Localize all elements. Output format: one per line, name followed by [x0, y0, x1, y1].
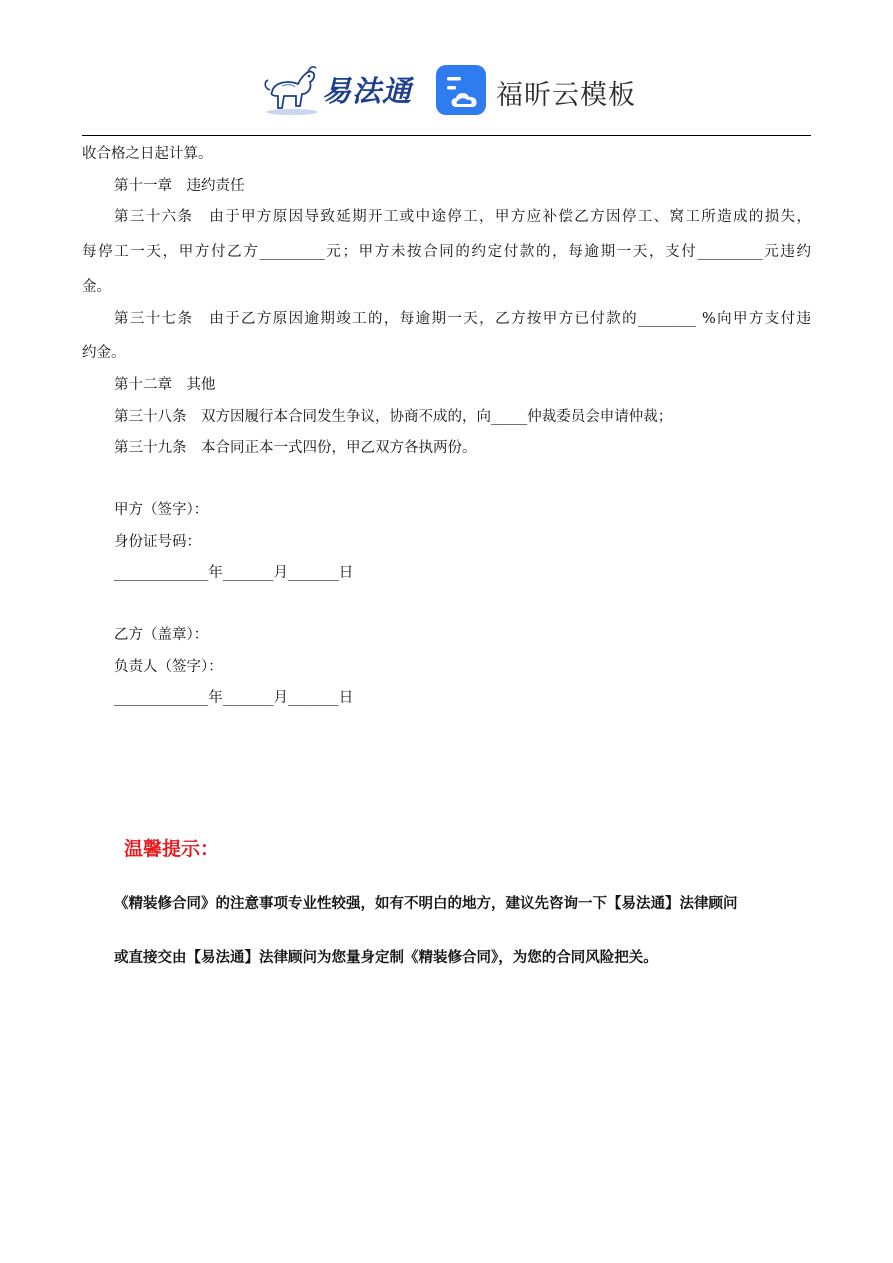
article-36: 第三十六条 由于甲方原因导致延期开工或中途停工，甲方应补偿乙方因停工、窝工所造成的损失， — [114, 209, 811, 225]
principal-signature-label: 负责人（签字）： — [114, 659, 223, 675]
tip-line-2: 或直接交由【易法通】法律顾问为您量身定制《精装修合同》，为您的合同风险把关。 — [114, 949, 658, 966]
horse-mascot-icon — [262, 62, 320, 116]
article-37: 第三十七条 由于乙方原因逾期竣工的，每逾期一天，乙方按甲方已付款的________ %向甲方支付违 — [114, 311, 811, 327]
header-divider — [82, 135, 811, 136]
body-line: 收合格之日起计算。 — [82, 146, 213, 162]
page-header — [0, 60, 893, 122]
foxit-cloud-logo — [436, 65, 636, 119]
chapter-heading: 第十一章 违约责任 — [114, 178, 245, 194]
article-36-cont: 每停工一天，甲方付乙方_________元；甲方未按合同的约定付款的，每逾期一天，支付_________元违约 — [82, 244, 811, 260]
tip-title: 温馨提示： — [124, 838, 220, 860]
article-39: 第三十九条 本合同正本一式四份，甲乙双方各执两份。 — [114, 440, 477, 456]
tip-line-1: 《精装修合同》的注意事项专业性较强，如有不明白的地方，建议先咨询一下【易法通】法律顾问 — [114, 895, 738, 912]
yifatong-logo — [262, 62, 412, 116]
date-line-b: _____________年_______月_______日 — [114, 690, 354, 706]
chapter-heading: 第十二章 其他 — [114, 377, 216, 393]
article-36-end: 金。 — [82, 279, 111, 295]
date-line-a: _____________年_______月_______日 — [114, 565, 354, 581]
party-b-seal-label: 乙方（盖章）： — [114, 627, 209, 643]
document-cloud-icon — [436, 65, 486, 119]
id-number-label: 身份证号码： — [114, 534, 201, 550]
yifatong-logo-text: 易法通 — [322, 73, 413, 108]
foxit-logo-text: 福昕云模板 — [496, 79, 636, 111]
article-37-end: 约金。 — [82, 345, 126, 361]
article-38: 第三十八条 双方因履行本合同发生争议，协商不成的，向_____仲裁委员会申请仲裁； — [114, 409, 673, 425]
party-a-signature-label: 甲方（签字）： — [114, 502, 209, 518]
